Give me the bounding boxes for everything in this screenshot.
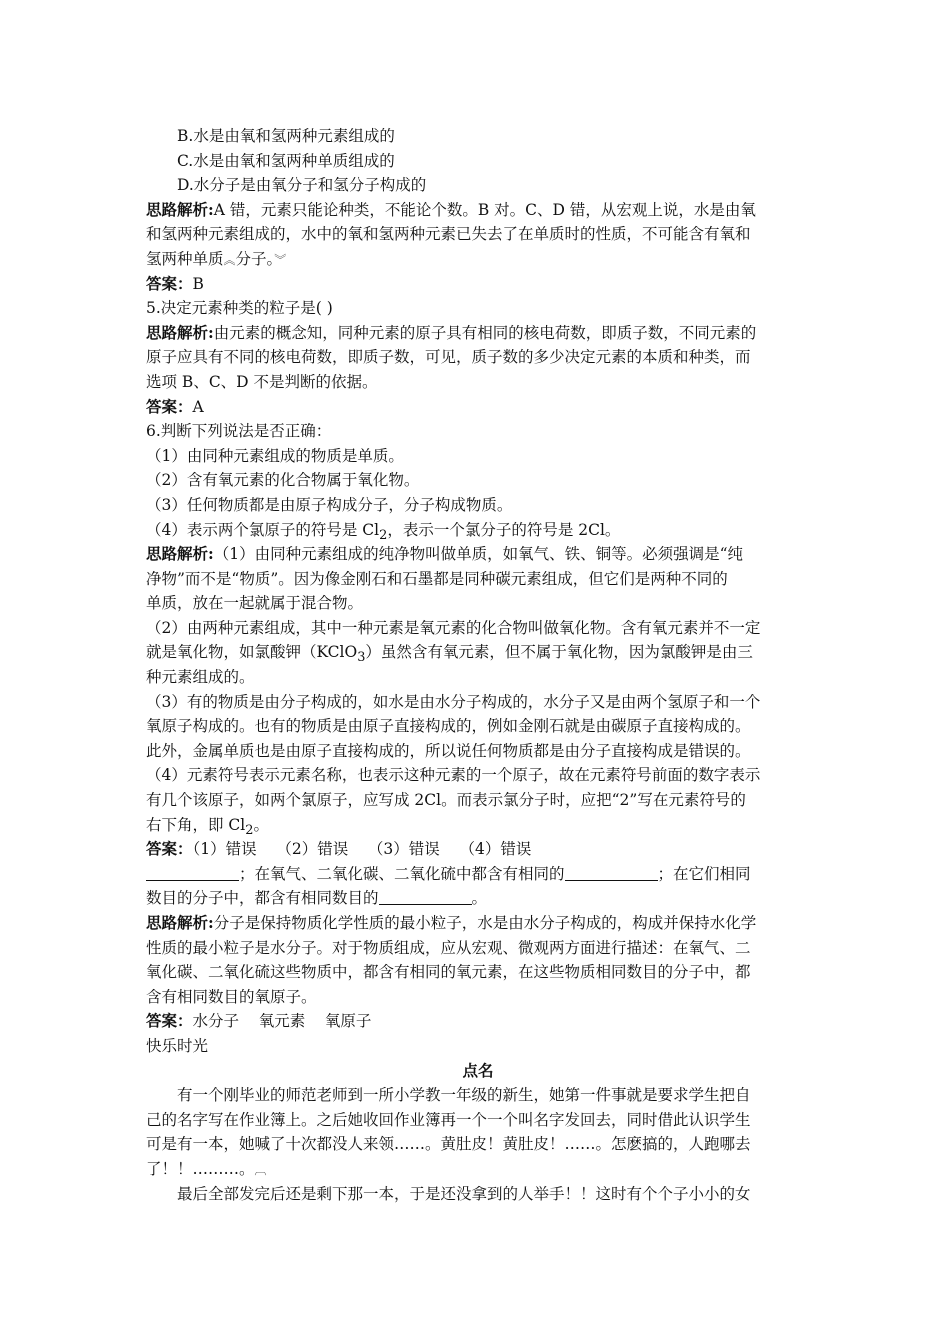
q5-analysis-line-3: 选项 B、C、D 不是判断的依据。 xyxy=(146,372,378,391)
q4-analysis-line-2: 和氢两种元素组成的，水中的氧和氢两种元素已失去了在单质时的性质，不可能含有氧和 xyxy=(146,225,751,244)
q6-analysis-2-line-3: 种元素组成的。 xyxy=(146,668,255,687)
subscript: 2 xyxy=(379,527,388,543)
q7-answer-value: 水分子 氧元素 氧原子 xyxy=(192,1012,372,1031)
q7-analysis-line-2: 性质的最小粒子是水分子。对于物质组成，应从宏观、微观两方面进行描述：在氧气、二 xyxy=(146,938,751,957)
q6-analysis-4-text-b: 。 xyxy=(253,815,269,834)
q6-item-3: （3）任何物质都是由原子构成分子，分子构成物质。 xyxy=(146,495,513,514)
q6-analysis-2-text-b: ）虽然含有氧元素，但不属于氧化物，因为氯酸钾是由三 xyxy=(365,643,753,662)
q5-analysis-text: 由元素的概念知，同种元素的原子具有相同的核电荷数，即质子数，不同元素的 xyxy=(213,323,757,342)
q6-analysis-1-line-2: 净物”而不是“物质”。因为像金刚石和石墨都是同种碳元素组成，但它们是两种不同的 xyxy=(146,569,728,588)
q7-analysis-line-1 xyxy=(146,911,810,936)
q4-analysis-line-1 xyxy=(146,198,810,223)
q6-analysis-text: （1）由同种元素组成的纯净物叫做单质，如氧气、铁、铜等。必须强调是“纯 xyxy=(213,545,744,564)
editor-mark-icon: ︾ xyxy=(274,252,287,267)
q5-answer xyxy=(146,395,810,420)
q6-answer-value: （1）错误 （2）错误 （3）错误 （4）错误 xyxy=(192,840,532,859)
q7-analysis-text: 分子是保持物质化学性质的最小粒子，水是由水分子构成的，构成并保持水化学 xyxy=(213,914,757,932)
q5-analysis-line-2: 原子应具有不同的核电荷数，即质子数，可见，质子数的多少决定元素的本质和种类，而 xyxy=(146,348,751,367)
q7-text-d: 。 xyxy=(471,889,488,908)
q7-text-c: 数目的分子中，都含有相同数目的 xyxy=(146,889,379,908)
subscript: 2 xyxy=(245,822,254,838)
answer-label: 答案： xyxy=(146,1011,193,1031)
q4-analysis-text: A 错，元素只能论种类，不能论个数。B 对。C、D 错，从宏观上说，水是由氧 xyxy=(213,200,756,219)
q6-analysis-4-text-a: 右下角，即 Cl xyxy=(146,815,246,834)
q4-analysis-text-b: 分子。 xyxy=(235,249,275,268)
q6-item-4-text-b: ，表示一个氯分子的符号是 2Cl。 xyxy=(387,520,621,539)
q6-analysis-2-line-2 xyxy=(146,640,810,665)
q6-analysis-4-line-3 xyxy=(146,813,810,838)
q6-analysis-2-line-1: （2）由两种元素组成，其中一种元素是氧元素的化合物叫做氧化物。含有氧元素并不一定 xyxy=(146,618,761,637)
q7-answer xyxy=(146,1009,810,1034)
option-b: B.水是由氧和氢两种元素组成的 xyxy=(177,127,395,145)
q6-answer xyxy=(146,837,810,862)
document-body xyxy=(146,124,810,1206)
story-p2-line-1: 最后全部发完后还是剩下那一本，于是还没拿到的人举手！！这时有个个子小小的女 xyxy=(177,1184,751,1203)
q7-analysis-line-3: 氧化碳、二氧化硫这些物质中，都含有相同的氧元素，在这些物质相同数目的分子中，都 xyxy=(146,963,751,982)
story-title: 点名 xyxy=(462,1060,494,1080)
q6-analysis-3-line-3: 此外，金属单质也是由原子直接构成的，所以说任何物质都是由分子直接构成是错误的。 xyxy=(146,741,751,760)
answer-label: 答案： xyxy=(146,839,193,859)
subscript: 3 xyxy=(357,650,366,666)
editor-mark-icon: ︽ xyxy=(223,252,236,267)
q7-line-2 xyxy=(146,886,810,911)
q6-analysis-3-line-1: （3）有的物质是由分子构成的，如水是由水分子构成的，水分子又是由两个氢原子和一个 xyxy=(146,692,761,711)
q5-question: 5.决定元素种类的粒子是( ) xyxy=(146,299,333,318)
q6-analysis-3-line-2: 氧原子构成的。也有的物质是由原子直接构成的，例如金刚石就是由碳原子直接构成的。 xyxy=(146,717,751,736)
q6-analysis-4-line-2: 有几个该原子，如两个氯原子，应写成 2Cl。而表示氯分子时，应把“2”写在元素符号的 xyxy=(146,791,746,810)
q7-line-1 xyxy=(146,862,810,887)
q5-analysis-line-1 xyxy=(146,321,810,346)
story-p1-line-4 xyxy=(146,1157,810,1182)
q6-analysis-1-line-3: 单质，放在一起就属于混合物。 xyxy=(146,594,364,613)
q4-answer-value: B xyxy=(192,274,204,293)
q4-analysis-line-3 xyxy=(146,247,810,272)
q6-question: 6.判断下列说法是否正确： xyxy=(146,422,332,441)
story-p1-line-3: 可是有一本，她喊了十次都没人来领……。黄肚皮！黄肚皮！……。怎麽搞的，人跑哪去 xyxy=(146,1135,751,1154)
q7-text-a: ；在氧气、二氧化碳、二氧化硫中都含有相同的 xyxy=(239,864,565,883)
option-d: D.水分子是由氧分子和氢分子构成的 xyxy=(177,176,427,195)
analysis-label: 思路解析: xyxy=(146,322,214,342)
q6-item-4 xyxy=(146,518,810,543)
q6-item-2: （2）含有氧元素的化合物属于氧化物。 xyxy=(146,471,420,490)
q6-analysis-2-text-a: 就是氧化物，如氯酸钾（KClO xyxy=(146,643,358,662)
blank-underline xyxy=(565,864,658,881)
option-c: C.水是由氧和氢两种单质组成的 xyxy=(177,151,395,170)
blank-underline xyxy=(146,864,239,881)
q7-text-b: ；在它们相同 xyxy=(657,864,751,883)
q7-analysis-line-4: 含有相同数目的氧原子。 xyxy=(146,987,317,1006)
answer-label: 答案： xyxy=(146,273,193,293)
q6-item-4-text-a: （4）表示两个氯原子的符号是 Cl xyxy=(146,520,380,539)
q4-answer xyxy=(146,272,810,297)
analysis-label: 思路解析: xyxy=(146,199,214,219)
answer-label: 答案： xyxy=(146,396,193,416)
q5-answer-value: A xyxy=(192,397,204,416)
q6-analysis-4-line-1: （4）元素符号表示元素名称，也表示这种元素的一个原子，故在元素符号前面的数字表示 xyxy=(146,766,761,785)
q6-analysis-1-line-1 xyxy=(146,542,810,567)
blank-underline xyxy=(379,888,472,905)
analysis-label: 思路解析: xyxy=(146,544,214,564)
story-text: 了！！………。 xyxy=(146,1159,255,1178)
story-p1-line-2: 己的名字写在作业簿上。之后她收回作业簿再一个一个叫名字发回去，同时借此认识学生 xyxy=(146,1110,751,1129)
editor-mark-icon: ︹ xyxy=(254,1162,267,1177)
q4-analysis-text-a: 氢两种单质 xyxy=(146,249,224,268)
analysis-label: 思路解析: xyxy=(146,913,214,932)
q6-item-1: （1）由同种元素组成的物质是单质。 xyxy=(146,446,404,465)
fun-heading: 快乐时光 xyxy=(146,1036,209,1055)
story-p1-line-1: 有一个刚毕业的师范老师到一所小学教一年级的新生，她第一件事就是要求学生把自 xyxy=(177,1086,751,1105)
